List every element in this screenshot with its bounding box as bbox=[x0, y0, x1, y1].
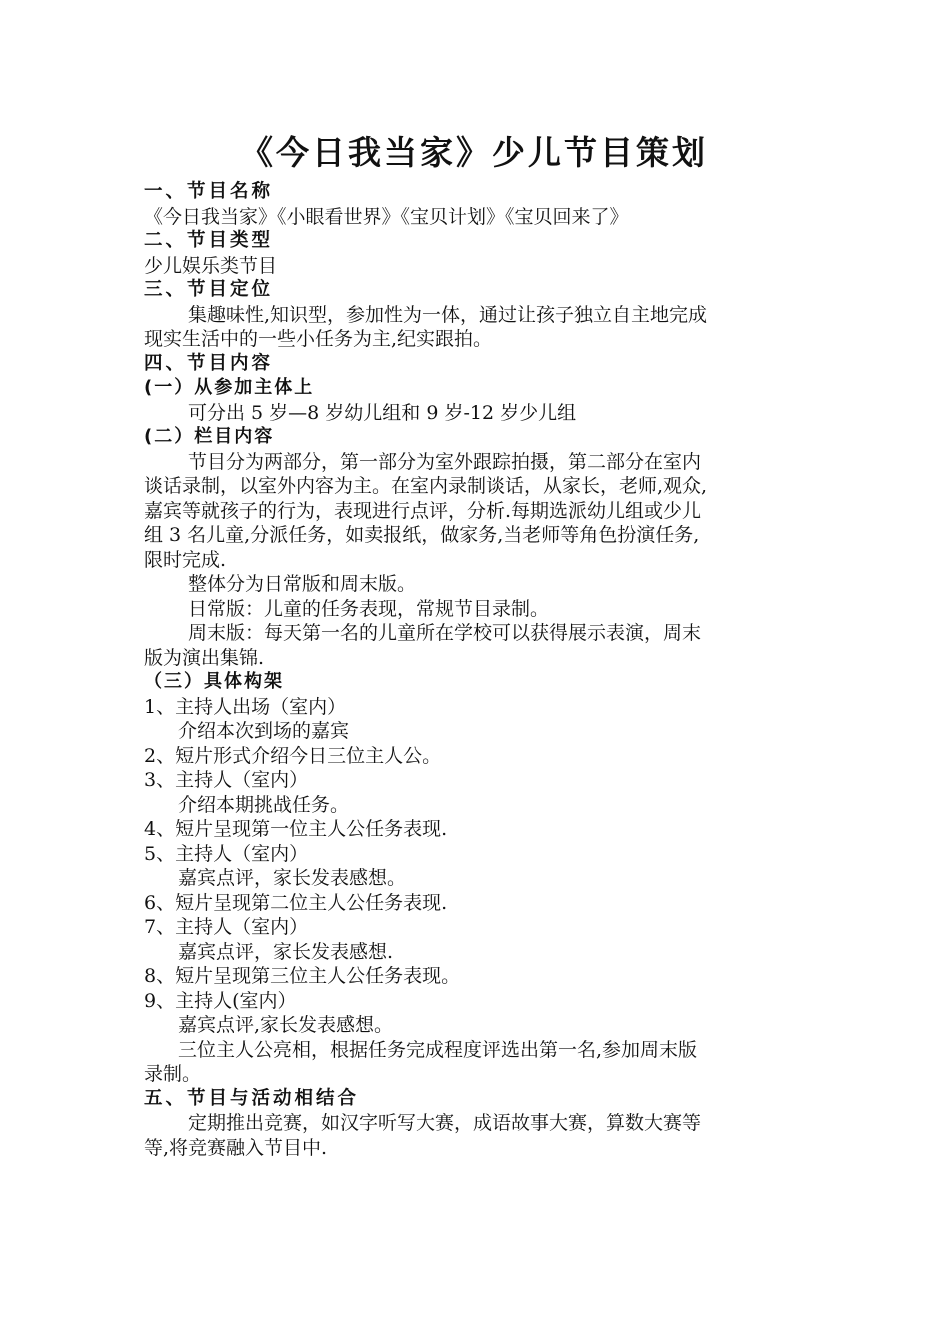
column-content-line: 日常版：儿童的任务表现，常规节目录制。 bbox=[188, 597, 550, 620]
structure-list-item: 1、主持人出场（室内） bbox=[144, 695, 347, 718]
structure-closing-line: 三位主人公亮相，根据任务完成程度评选出第一名,参加周末版 bbox=[178, 1038, 698, 1061]
section-heading-content: 四、节目内容 bbox=[144, 352, 274, 374]
column-content-line: 嘉宾等就孩子的行为，表现进行点评，分析.每期选派幼儿组或少儿 bbox=[144, 499, 702, 522]
page-title: 《今日我当家》少儿节目策划 bbox=[240, 133, 708, 172]
participants-text: 可分出 5 岁—8 岁幼儿组和 9 岁-12 岁少儿组 bbox=[188, 401, 577, 424]
structure-list-detail: 嘉宾点评，家长发表感想。 bbox=[178, 867, 407, 889]
structure-list-item: 9、主持人(室内） bbox=[144, 989, 297, 1012]
structure-list-detail: 嘉宾点评，家长发表感想. bbox=[178, 940, 394, 963]
program-type-text: 少儿娱乐类节目 bbox=[144, 254, 278, 277]
program-names-text: 《今日我当家》《小眼看世界》《宝贝计划》《宝贝回来了》 bbox=[144, 205, 629, 228]
column-content-line: 周末版：每天第一名的儿童所在学校可以获得展示表演，周末 bbox=[188, 622, 702, 644]
column-content-line: 组 3 名儿童,分派任务，如卖报纸，做家务,当老师等角色扮演任务, bbox=[144, 524, 700, 546]
structure-list-item: 3、主持人（室内） bbox=[144, 769, 309, 791]
subsection-heading-column-content: (二）栏目内容 bbox=[144, 426, 275, 447]
structure-list-item: 6、短片呈现第二位主人公任务表现. bbox=[144, 891, 448, 914]
structure-list-item: 5、主持人（室内） bbox=[144, 842, 309, 865]
structure-list-item: 4、短片呈现第一位主人公任务表现. bbox=[144, 818, 448, 840]
structure-list-item: 2、短片形式介绍今日三位主人公。 bbox=[144, 744, 442, 767]
section-heading-name: 一、节目名称 bbox=[144, 181, 274, 202]
positioning-paragraph-line: 现实生活中的一些小任务为主,纪实跟拍。 bbox=[144, 328, 493, 350]
structure-list-detail: 介绍本期挑战任务。 bbox=[178, 793, 350, 816]
document-page bbox=[144, 126, 814, 1160]
structure-list-detail: 嘉宾点评,家长发表感想。 bbox=[178, 1014, 394, 1036]
activities-paragraph-line: 定期推出竞赛，如汉字听写大赛，成语故事大赛，算数大赛等 bbox=[188, 1112, 702, 1134]
structure-list-item: 7、主持人（室内） bbox=[144, 916, 309, 938]
column-content-line: 节目分为两部分，第一部分为室外跟踪拍摄，第二部分在室内 bbox=[188, 450, 702, 473]
section-heading-positioning: 三、节目定位 bbox=[144, 279, 274, 300]
column-content-line: 谈话录制，以室外内容为主。在室内录制谈话，从家长，老师,观众, bbox=[144, 475, 708, 497]
subsection-heading-structure: （三）具体构架 bbox=[144, 671, 284, 692]
structure-closing-line: 录制。 bbox=[144, 1063, 202, 1085]
section-heading-type: 二、节目类型 bbox=[144, 230, 274, 251]
structure-list-detail: 介绍本次到场的嘉宾 bbox=[178, 720, 350, 742]
structure-list-item: 8、短片呈现第三位主人公任务表现。 bbox=[144, 965, 461, 987]
column-content-line: 整体分为日常版和周末版。 bbox=[188, 573, 417, 595]
subsection-heading-participants: (一）从参加主体上 bbox=[144, 377, 315, 398]
section-heading-activities: 五、节目与活动相结合 bbox=[144, 1087, 360, 1109]
activities-paragraph-line: 等,将竞赛融入节目中. bbox=[144, 1136, 328, 1159]
positioning-paragraph-line: 集趣味性,知识型，参加性为一体，通过让孩子独立自主地完成 bbox=[188, 303, 708, 326]
column-content-line: 版为演出集锦. bbox=[144, 646, 265, 669]
column-content-line: 限时完成. bbox=[144, 548, 227, 571]
